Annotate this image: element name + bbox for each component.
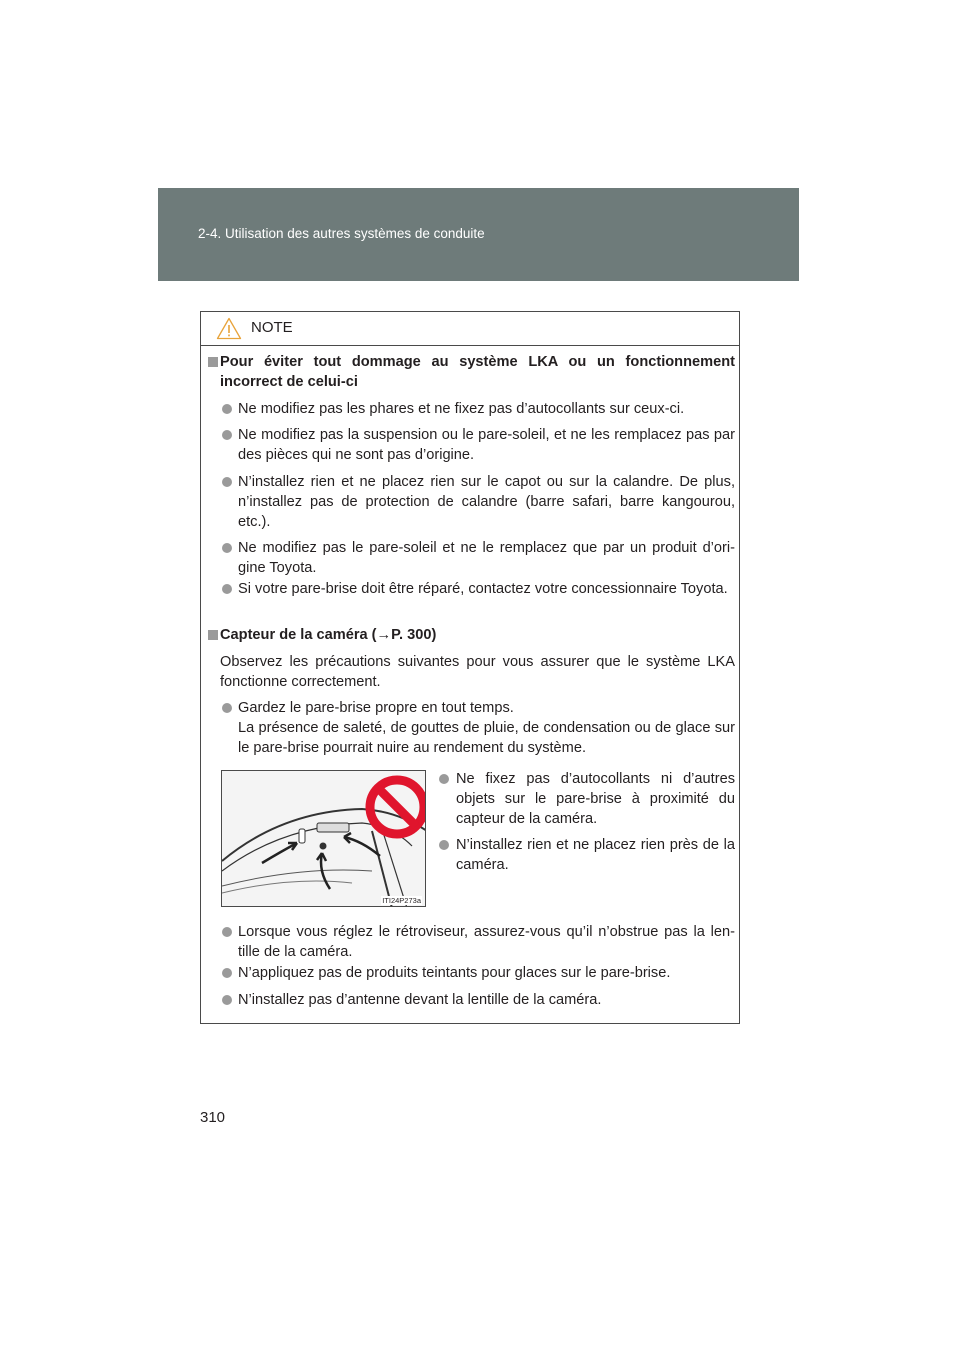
note-label: NOTE xyxy=(251,319,293,336)
round-bullet-icon xyxy=(222,968,232,978)
round-bullet-icon xyxy=(439,840,449,850)
list-item xyxy=(238,698,735,758)
round-bullet-icon xyxy=(222,995,232,1005)
page-number: 310 xyxy=(200,1109,226,1126)
list-item-line: La présence de saleté, de gouttes de pluie, de condensation ou de glace sur le pare-brise pourrait nuire au rendement du système. xyxy=(238,720,735,756)
square-bullet-icon xyxy=(208,630,218,640)
round-bullet-icon xyxy=(222,543,232,553)
list-item: Ne modifiez pas la suspension ou le pare-soleil, et ne les remplacez pas par des pièces qui ne sont pas d’origine. xyxy=(238,427,735,463)
list-item: N’installez rien et ne placez rien près de la caméra. xyxy=(456,837,735,873)
prohibition-icon xyxy=(370,780,424,834)
camera-intro: Observez les précautions suivantes pour vous assurer que le système LKA fonctionne correctement. xyxy=(220,654,735,690)
camera-illustration xyxy=(221,770,426,907)
list-item: N’appliquez pas de produits teintants pour glaces sur le pare-brise. xyxy=(238,965,671,981)
warning-triangle-icon xyxy=(216,317,242,340)
round-bullet-icon xyxy=(439,774,449,784)
image-code: ITI24P273a xyxy=(382,896,421,905)
list-item: N’installez rien et ne placez rien sur le capot ou sur la calandre. De plus, n’installez pas de protection de calandre (barre safari, barre kangourou, etc.). xyxy=(238,474,735,530)
windshield-drawing xyxy=(222,771,426,907)
round-bullet-icon xyxy=(222,703,232,713)
section-heading-camera: Capteur de la caméra (→P. 300) xyxy=(220,627,437,643)
note-header xyxy=(201,312,739,346)
round-bullet-icon xyxy=(222,477,232,487)
round-bullet-icon xyxy=(222,927,232,937)
list-item: Ne modifiez pas le pare-soleil et ne le remplacez que par un produit d’ori-gine Toyota. xyxy=(238,540,735,576)
list-item: Si votre pare-brise doit être réparé, contactez votre concessionnaire Toyota. xyxy=(238,581,728,597)
section-header-band xyxy=(158,188,799,281)
round-bullet-icon xyxy=(222,584,232,594)
square-bullet-icon xyxy=(208,357,218,367)
section-title: 2-4. Utilisation des autres systèmes de conduite xyxy=(198,226,485,241)
list-item: N’installez pas d’antenne devant la lentille de la caméra. xyxy=(238,992,602,1008)
round-bullet-icon xyxy=(222,404,232,414)
list-item-line: Gardez le pare-brise propre en tout temps. xyxy=(238,700,514,716)
list-item: Ne fixez pas d’autocollants ni d’autres objets sur le pare-brise à proximité du capteur de la caméra. xyxy=(456,771,735,827)
round-bullet-icon xyxy=(222,430,232,440)
list-item: Lorsque vous réglez le rétroviseur, assurez-vous qu’il n’obstrue pas la len-tille de la caméra. xyxy=(238,924,735,960)
section-heading-lka: Pour éviter tout dommage au système LKA ou un fonctionnement incorrect de celui-ci xyxy=(220,354,735,390)
list-item: Ne modifiez pas les phares et ne fixez pas d’autocollants sur ceux-ci. xyxy=(238,401,685,417)
